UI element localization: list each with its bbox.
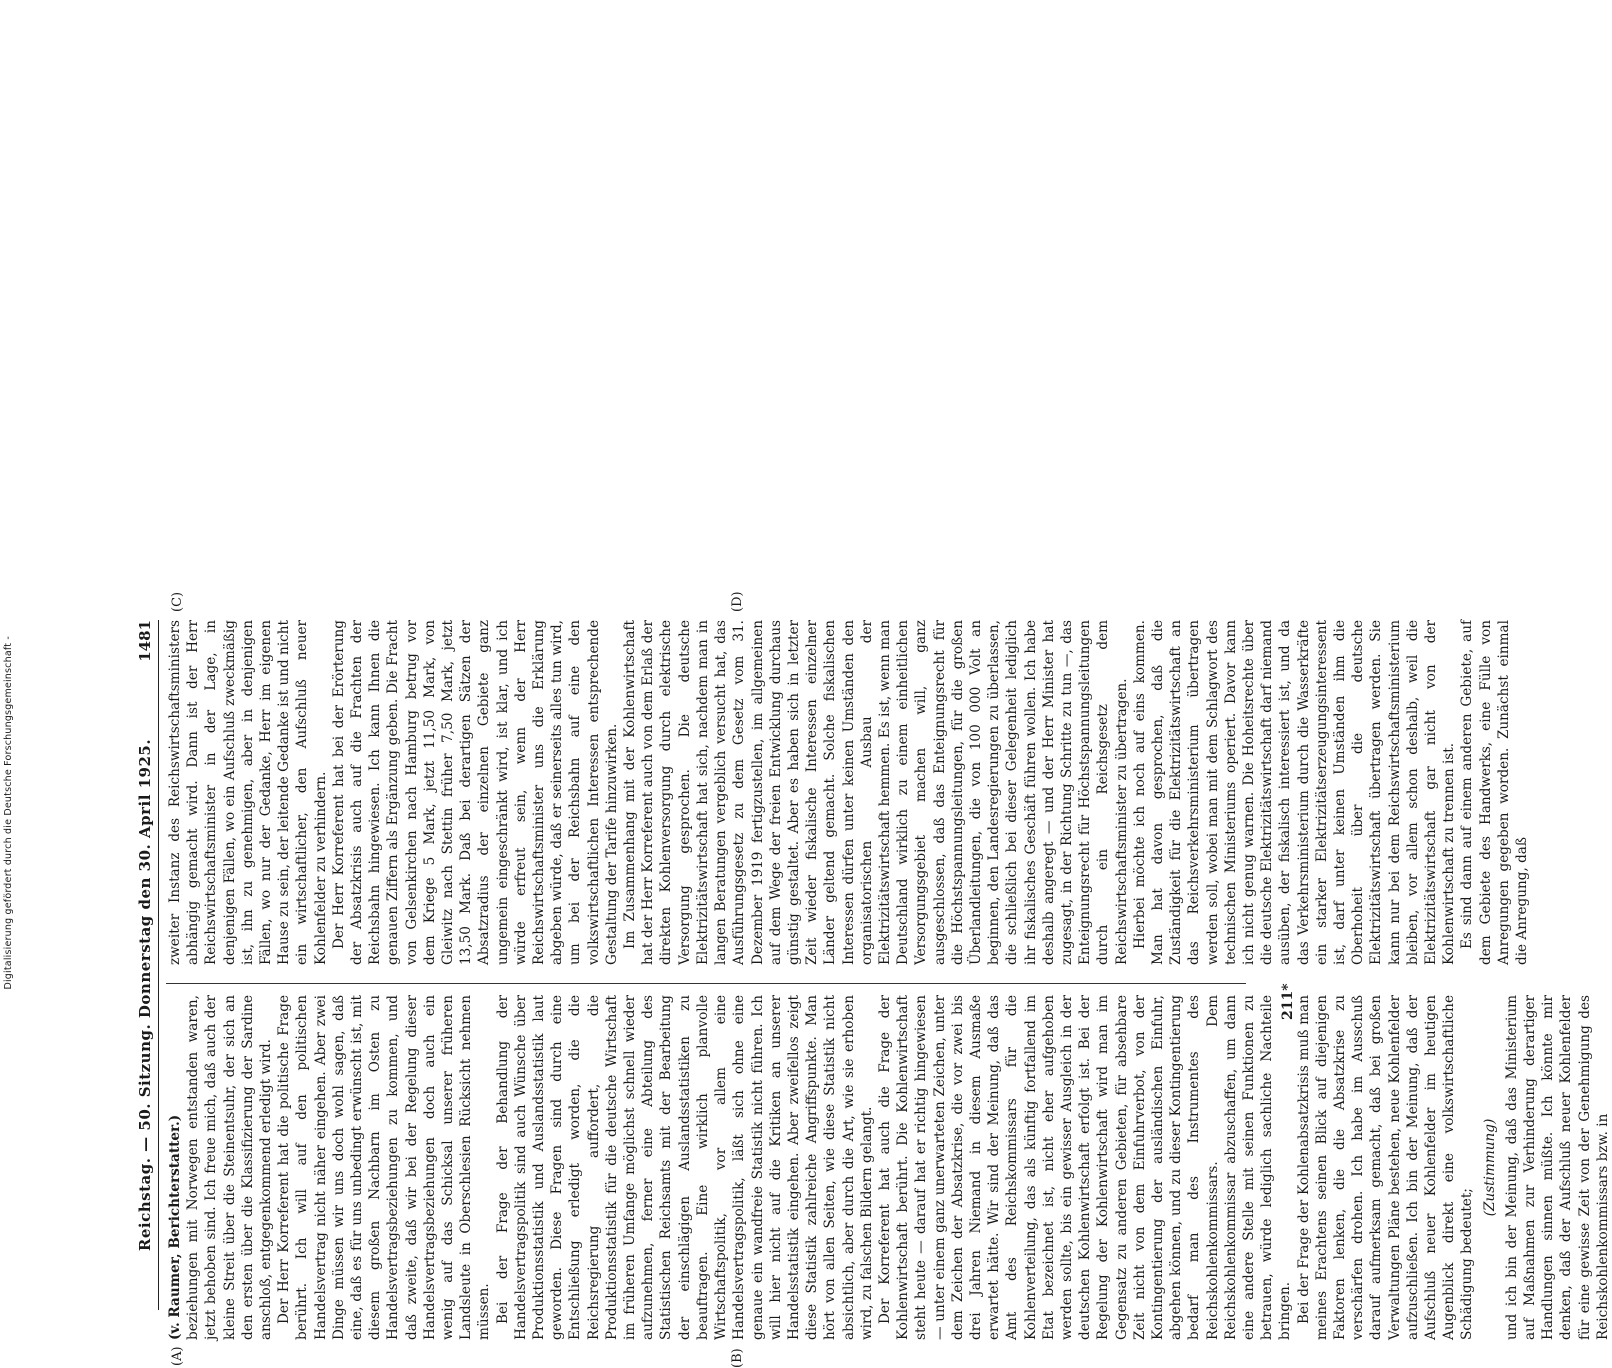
- column-divider: [166, 983, 1246, 984]
- session-title: Reichstag. — 50. Sitzung. Donnerstag den 30. April 1925.: [136, 738, 154, 1252]
- right-column: [166, 620, 1531, 965]
- document-page: [130, 110, 1611, 1368]
- left-paragraph: Bei der Frage der Behandlung der Handelsvertragspolitik sind auch Wünsche über Produktionsstatistik und Auslandsstatistik laut geworden. Diese Fragen sind durch eine Entschließung erledigt worden, die die Reichsregierung auffordert, die Produktionsstatistik für die deutsche Wirtschaft im früheren Umfange möglichst schnell wieder aufzunehmen, ferner eine Abteilung des Statistischen Reichsamts mit der Bearbeitung der einschlägigen Auslandsstatistiken zu beauftragen. Eine wirklich planvolle Wirtschaftspolitik, vor allem eine Handelsvertragspolitik, läßt sich ohne eine genaue ein wandfreie Statistik nicht führen. Ich will hier nicht auf die Kritiken an unserer Handelsstatistik eingehen. Aber zweifellos zeigt diese Statistik zahlreiche Angriffspunkte. Man hört von allen Seiten, wie diese Statistik nicht absichtlich, aber durch die Art, wie sie erhoben wird, zu falschen Bildern gelangt.: [494, 995, 875, 1340]
- margin-mark-c: (C): [170, 591, 185, 612]
- rotated-page-content: [130, 580, 1611, 1368]
- margin-mark-d: (D): [730, 591, 745, 612]
- right-paragraph: zweiter Instanz des Reichswirtschaftsministers abhängig gemacht wird. Dann ist der Herr Reichswirtschaftsminister in der Lage, in denjenigen Fällen, wo ein Aufschluß zweckmäßig ist, ihn zu genehmigen, aber in denjenigen Fällen, wo nur der Gedanke, Herr im eigenen Hause zu sein, der leitende Gedanke ist und nicht ein wirtschaftlicher, den Aufschluß neuer Kohlenfelder zu verhindern.: [167, 620, 329, 965]
- margin-mark-a: (A): [170, 1346, 185, 1366]
- digitization-credit: [0, 0, 18, 1000]
- speaker-line: (v. Raumer, Berichterstatter.): [167, 1114, 183, 1340]
- page-header: [134, 620, 159, 1310]
- left-paragraph: beziehungen mit Norwegen entstanden waren, jetzt behoben sind. Ich freue mich, daß auch der kleine Streit über die Steinentsuhr, der sich an den ersten über die Klassifizierung der Sardine anschloß, entgegenkommend erledigt wird.: [185, 995, 275, 1340]
- right-paragraph: Hierbei möchte ich noch auf eins kommen. Man hat davon gesprochen, daß die Zuständigkeit für die Elektrizitätswirtschaft an das Reichsverkehrsministerium übertragen werden soll, wobei man mit dem Schlagwort des technischen Ministeriums operiert. Davor kann ich nicht genug warnen. Die Hoheitsrechte über die deutsche Elektrizitätswirtschaft darf niemand ausüben, der fiskalisch interessiert ist, und da das Verkehrsministerium durch die Wasserkräfte ein starker Elektrizitätserzeugungsinteressent ist, darf unter keinen Umständen ihm die Oberhoheit über die deutsche Elektrizitätswirtschaft übertragen werden. Sie kann nur bei dem Reichswirtschaftsministerium bleiben, vor allem schon deshalb, weil die Elektrizitätswirtschaft gar nicht von der Kohlenwirtschaft zu trennen ist.: [1131, 620, 1458, 965]
- margin-mark-b: (B): [730, 1348, 745, 1368]
- right-paragraph: Im Zusammenhang mit der Kohlenwirtschaft hat der Herr Korreferent auch von dem Erlaß der direkten Kohlenversorgung durch elektrische Versorgung gesprochen. Die deutsche Elektrizitätswirtschaft hat sich, nachdem man in langen Beratungen vergeblich versucht hat, das Ausführungsgesetz zu dem Gesetz vom 31. Dezember 1919 fertigzustellen, im allgemeinen auf dem Wege der freien Entwicklung durchaus günstig gestaltet. Aber es haben sich in letzter Zeit wieder fiskalische Interessen einzelner Länder geltend gemacht. Solche fiskalischen Interessen dürfen unter keinen Umständen den organisatorischen Ausbau der Elektrizitätswirtschaft hemmen. Es ist, wenn man Deutschland wirklich zu einem einheitlichen Versorgungsgebiet machen will, ganz ausgeschlossen, daß das Enteignungsrecht für die Höchstspannungsleitungen, für die großen Überlandleitungen, die von 100 000 Volt an beginnen, den Landesregierungen zu überlassen, die schließlich bei dieser Gelegenheit lediglich ihr fiskalisches Geschäft führen wollen. Ich habe deshalb angeregt — und der Herr Minister hat zugesagt, in der Richtung Schritte zu tun —, das Enteignungsrecht für Höchstspannungsleitungen durch ein Reichsgesetz dem Reichswirtschaftsminister zu übertragen.: [622, 620, 1130, 965]
- left-paragraph: Der Herr Korreferent hat die politische Frage berührt. Ich will auf den politischen Handelsvertrag nicht näher eingehen. Aber zwei Dinge müssen wir uns doch wohl sagen, daß eine, daß es für uns unbedingt erwünscht ist, mit diesem großen Nachbarn im Osten zu Handelsvertragsbeziehungen zu kommen, und daß zweite, daß wir bei der Regelung dieser Handelsvertragsbeziehungen doch auch ein wenig auf das Schicksal unserer früheren Landsleute in Oberschlesien Rücksicht nehmen müssen.: [276, 995, 493, 1340]
- interjection: (Zustimmung): [1481, 1118, 1498, 1217]
- left-paragraph: Bei der Frage der Kohlenabsatzkrisis muß man meines Erachtens seinen Blick auf diejenigen Faktoren lenken, die die Absatzkrise zu verschärfen drohen. Ich habe im Ausschuß darauf aufmerksam gemacht, daß bei großen Verwaltungen Pläne bestehen, neue Kohlenfelder aufzuschließen. Ich bin der Meinung, daß der Aufschluß neuer Kohlenfelder im heutigen Augenblick direkt eine volkswirtschaftliche Schädigung bedeutet;: [1295, 995, 1476, 1340]
- sheet-signature: 211*: [1280, 983, 1296, 1020]
- credit-text: Digitalisierung gefördert durch die Deutsche Forschungsgemeinschaft -: [3, 636, 14, 990]
- right-paragraph: Es sind dann auf einem anderen Gebiete, auf dem Gebiete des Handwerks, eine Fülle von Anregungen gegeben worden. Zunächst einmal die Anregung, daß: [1459, 620, 1531, 965]
- left-paragraph: Der Korreferent hat auch die Frage der Kohlenwirtschaft berührt. Die Kohlenwirtschaft steht heute — darauf hat er richtig hingewiesen — unter einem ganz unerwarteten Zeichen, unter dem Zeichen der Absatzkrise, die vor zwei bis drei Jahren Niemand in diesem Ausmaße erwartet hätte. Wir sind der Meinung, daß das Amt des Reichskommissars für die Kohlenverteilung, das als künftig fortfallend im Etat bezeichnet ist, nicht eher aufgehoben werden sollte, bis ein gewisser Ausgleich in der deutschen Kohlenwirtschaft erfolgt ist. Bei der Regelung der Kohlenwirtschaft wird man im Gegensatz zu anderen Gebieten, für absehbare Zeit nicht von dem Einfuhrverbot, von der Kontingentierung der ausländischen Einfuhr, abgehen können, und zu dieser Kontingentierung bedarf man des Instrumentes des Reichskohlenkommissars. Dem Reichskohlenkommissar abzuschaffen, um dann eine andere Stelle mit seinen Funktionen zu betrauen, würde lediglich sachliche Nachteile bringen.: [876, 995, 1294, 1340]
- left-paragraph: und ich bin der Meinung, daß das Ministerium auf Maßnahmen zur Verhinderung derartiger Handlungen sinnen müßte. Ich könnte mir denken, daß der Aufschluß neuer Kohlenfelder für eine gewisse Zeit von der Genehmigung des Reichskohlenkommissars bzw. in: [1503, 995, 1611, 1340]
- page-number: 1481: [136, 620, 154, 662]
- right-paragraph: Der Herr Korreferent hat bei der Erörterung der Absatzkrisis auch auf die Frachten der Reichsbahn hingewiesen. Ich kann Ihnen die genauen Ziffern als Ergänzung geben. Die Fracht von Gelsenkirchen nach Hamburg betrug vor dem Kriege 5 Mark, jetzt 11,50 Mark, von Gleiwitz nach Stettin früher 7,50 Mark, jetzt 13,50 Mark. Daß bei derartigen Sätzen der Absatzradius der einzelnen Gebiete ganz ungemein eingeschränkt wird, ist klar, und ich würde erfreut sein, wenn der Herr Reichswirtschaftsminister uns die Erklärung abgeben würde, daß er seinerseits alles tun wird, um bei der Reichsbahn auf eine den volkswirtschaftlichen Interessen entsprechende Gestaltung der Tarife hinzuwirken.: [330, 620, 620, 965]
